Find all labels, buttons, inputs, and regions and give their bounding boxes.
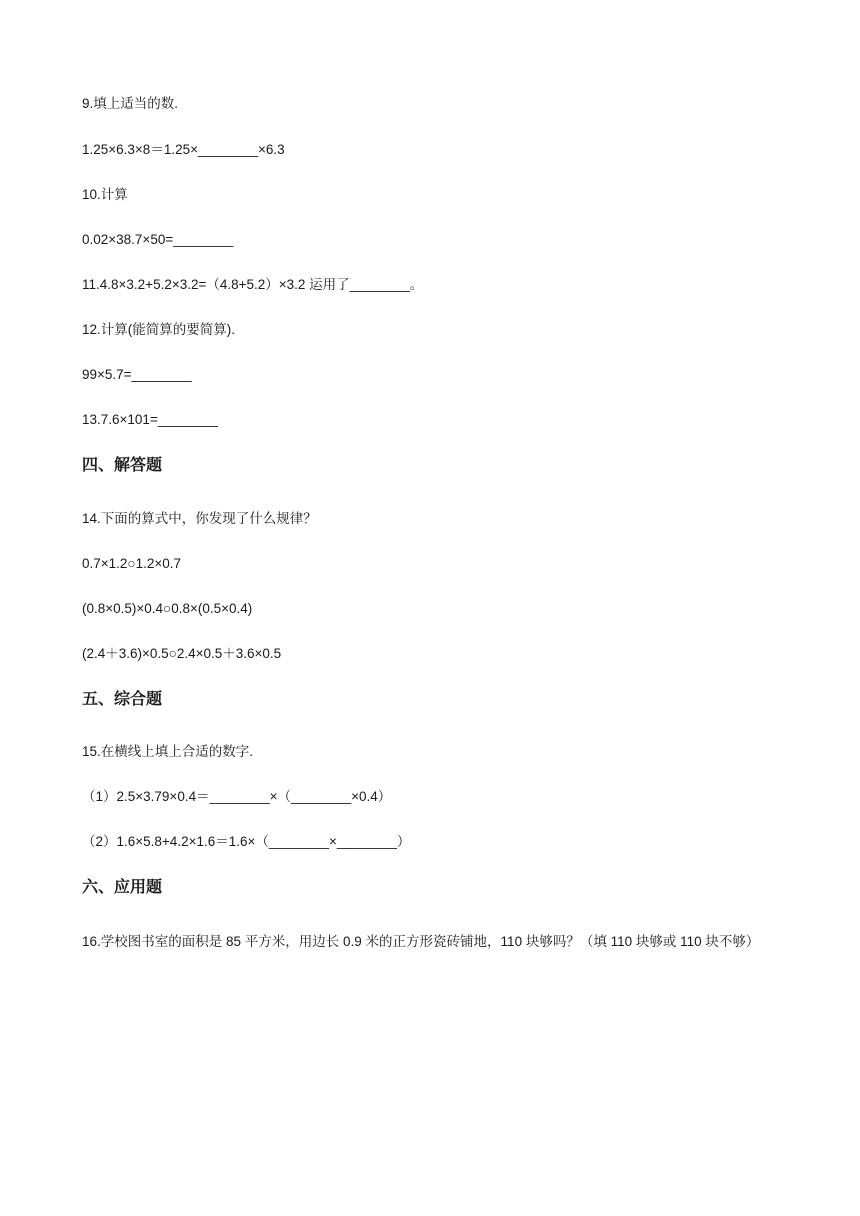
q10-expression: 0.02×38.7×50=________ — [82, 232, 234, 247]
q13-text: 13.7.6×101=________ — [82, 412, 218, 427]
q14-line-3: (2.4＋3.6)×0.5○2.4×0.5＋3.6×0.5 — [82, 646, 282, 661]
q16-text: 16.学校图书室的面积是 85 平方米，用边长 0.9 米的正方形瓷砖铺地，110 块够吗？（填 110 块够或 110 块不够） — [82, 934, 760, 949]
q15-item-1: （1）2.5×3.79×0.4＝________×（________×0.4） — [82, 789, 392, 804]
q15-item-2: （2）1.6×5.8+4.2×1.6＝1.6×（________×________） — [82, 834, 411, 849]
q9-expression: 1.25×6.3×8＝1.25×________×6.3 — [82, 142, 285, 157]
q14-line-2: (0.8×0.5)×0.4○0.8×(0.5×0.4) — [82, 601, 253, 616]
section-4-heading: 四、解答题 — [82, 457, 163, 474]
q12-expression: 99×5.7=________ — [82, 367, 192, 382]
q9-prompt: 9.填上适当的数. — [82, 96, 179, 111]
q11-text: 11.4.8×3.2+5.2×3.2=（4.8+5.2）×3.2 运用了________。 — [82, 277, 424, 292]
q10-prompt: 10.计算 — [82, 187, 128, 202]
section-5-heading: 五、综合题 — [82, 691, 163, 708]
q14-prompt: 14.下面的算式中，你发现了什么规律？ — [82, 511, 317, 526]
section-6-heading: 六、应用题 — [82, 879, 163, 896]
q14-line-1: 0.7×1.2○1.2×0.7 — [82, 556, 181, 571]
q15-prompt: 15.在横线上填上合适的数字. — [82, 744, 254, 759]
q12-prompt: 12.计算(能简算的要简算). — [82, 322, 236, 337]
